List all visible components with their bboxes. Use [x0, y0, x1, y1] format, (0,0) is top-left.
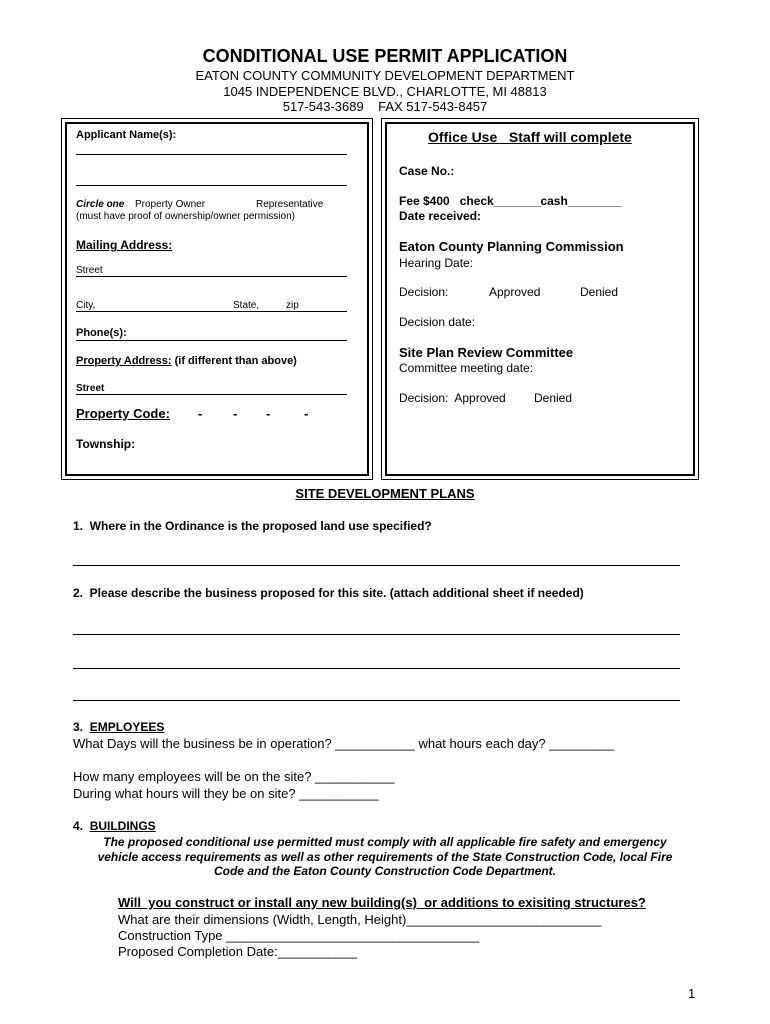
case-no-label: Case No.: — [399, 164, 455, 178]
option-property-owner[interactable]: Property Owner — [135, 199, 206, 210]
property-code-dash-2: - — [233, 406, 238, 421]
committee-decision-denied[interactable]: Denied — [534, 391, 573, 405]
circle-one-label: Circle one — [76, 199, 125, 210]
applicant-box — [65, 122, 369, 476]
site-plan-committee-title: Site Plan Review Committee — [399, 345, 574, 360]
buildings-note-line-2: vehicle access requirements as well as other requirements of the State Construction Code, local Fire — [97, 850, 673, 864]
street-label: Street — [76, 265, 103, 276]
property-code-dash-3: - — [266, 406, 271, 421]
buildings-note-line-3: Code and the Eaton County Construction Code Department. — [213, 864, 556, 878]
circle-one-row — [76, 199, 124, 210]
buildings-note-line-1: The proposed conditional use permitted must comply with all applicable fire safety and emergency — [103, 835, 667, 849]
planning-commission-title: Eaton County Planning Commission — [399, 239, 624, 254]
property-address-note: (if different than above) — [171, 355, 297, 367]
office-use-title: Office Use Staff will complete — [428, 129, 632, 145]
township-label: Township: — [76, 437, 136, 451]
employee-hours-question: During what hours will they be on site? ___________ — [73, 786, 379, 801]
question-2: 2. Please describe the business proposed for this site. (attach additional sheet if needed) — [73, 586, 584, 600]
department-phone: 517-543-3689 FAX 517-543-8457 — [282, 99, 488, 114]
applicant-names-label: Applicant Name(s): — [76, 129, 177, 141]
decision-denied[interactable]: Denied — [580, 285, 619, 299]
proof-note: (must have proof of ownership/owner permission) — [76, 211, 295, 222]
date-received-label: Date received: — [399, 209, 482, 223]
construction-type-question: Construction Type ___________________________________ — [118, 928, 480, 943]
employees-title: EMPLOYEES — [89, 720, 165, 734]
applicant-name-line-2[interactable] — [76, 185, 347, 186]
property-street-line[interactable] — [76, 394, 347, 395]
operation-days-question: What Days will the business be in operation? ___________ what hours each day? _________ — [73, 736, 615, 751]
buildings-title: BUILDINGS — [89, 819, 156, 833]
street-line[interactable] — [76, 276, 347, 277]
property-code-dash-1: - — [198, 406, 203, 421]
completion-date-question: Proposed Completion Date:___________ — [118, 944, 358, 959]
question-4-heading — [73, 819, 156, 833]
property-address-row — [76, 355, 297, 367]
question-1: 1. Where in the Ordinance is the proposed land use specified? — [73, 519, 432, 533]
answer-2-line-3[interactable] — [73, 700, 680, 701]
property-address-label: Property Address: — [76, 355, 172, 367]
zip-label: zip — [286, 300, 299, 311]
new-building-question: Will you construct or install any new building(s) or additions to exisiting structures? — [118, 895, 646, 910]
answer-2-line-1[interactable] — [73, 634, 680, 635]
answer-2-line-2[interactable] — [73, 668, 680, 669]
property-code-label: Property Code: — [76, 406, 170, 421]
committee-decision-approved[interactable]: Decision: Approved — [399, 391, 506, 405]
applicant-name-line-1[interactable] — [76, 154, 347, 155]
department-name: EATON COUNTY COMMUNITY DEVELOPMENT DEPARTMENT — [195, 68, 575, 83]
mailing-address-label: Mailing Address: — [76, 238, 173, 252]
answer-1-line[interactable] — [73, 565, 680, 566]
state-label: State, — [233, 300, 260, 311]
decision-approved[interactable]: Approved — [489, 285, 541, 299]
phones-line[interactable] — [76, 340, 347, 341]
phones-label: Phone(s): — [76, 327, 127, 339]
option-representative[interactable]: Representative — [256, 199, 324, 210]
property-code-dash-4: - — [304, 406, 309, 421]
city-state-zip-line[interactable] — [76, 311, 347, 312]
property-street-label: Street — [76, 383, 105, 394]
fee-line: Fee $400 check_______cash________ — [399, 194, 622, 208]
dimensions-question: What are their dimensions (Width, Length, Height)___________________________ — [118, 912, 602, 927]
committee-meeting-date-label: Committee meeting date: — [399, 361, 534, 375]
employee-count-question: How many employees will be on the site? ___________ — [73, 769, 395, 784]
question-3-number: 3. — [73, 720, 84, 734]
page-title: CONDITIONAL USE PERMIT APPLICATION — [202, 46, 568, 66]
hearing-date-label: Hearing Date: — [399, 256, 474, 270]
city-label: City, — [76, 300, 96, 311]
site-development-heading: SITE DEVELOPMENT PLANS — [295, 486, 475, 501]
question-3-heading — [73, 720, 164, 734]
department-address: 1045 INDEPENDENCE BLVD., CHARLOTTE, MI 48813 — [223, 84, 547, 99]
decision-date-label: Decision date: — [399, 315, 476, 329]
page-number: 1 — [688, 986, 696, 1001]
question-4-number: 4. — [73, 819, 84, 833]
decision-label: Decision: — [399, 285, 449, 299]
